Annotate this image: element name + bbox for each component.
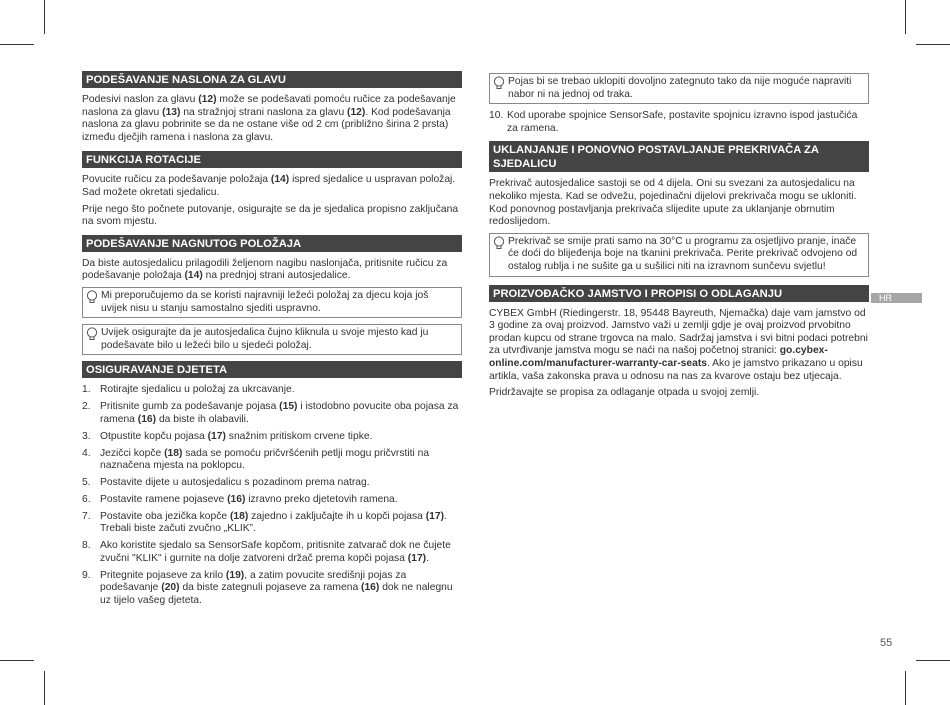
crop-mark	[905, 671, 906, 705]
warranty-link[interactable]: go.cybex-online.com/manufacturer-warranty-car-seats	[489, 345, 828, 369]
list-item: 3. Otpustite kopču pojasa (17) snažnim pritiskom crvene tipke.	[82, 430, 373, 442]
section-heading-recline: PODEŠAVANJE NAGNUTOG POLOŽAJA	[82, 235, 462, 252]
section-heading-rotation: FUNKCIJA ROTACIJE	[82, 151, 462, 168]
list-item: 9. Pritegnite pojaseve za krilo (19), a zatim povucite središnji pojas za podešavanje (20) da biste zategnuli pojaseve za ramena (16) dok ne nalegnu uz tijelo vašeg djeteta.	[82, 569, 453, 606]
list-item: 6. Postavite ramene pojaseve (16) izravno preko djetetovih ramena.	[82, 493, 398, 505]
list-item: 4. Jezičci kopče (18) sada se pomoću pričvršćenih petlji mogu pričvrstiti na naznačena mjesta na poklopcu.	[82, 447, 430, 472]
crop-mark	[916, 660, 950, 661]
lightbulb-icon	[86, 327, 98, 342]
securing-steps	[82, 384, 462, 607]
crop-mark	[0, 660, 34, 661]
rotation-paragraph-2: Prije nego što počnete putovanje, osigurajte se da je sjedalica propisno zaključana na svom mjestu.	[82, 203, 459, 228]
lightbulb-icon	[86, 290, 98, 305]
crop-mark	[0, 44, 34, 45]
section-heading-securing: OSIGURAVANJE DJETETA	[82, 361, 462, 378]
list-item: 10. Kod uporabe spojnice SensorSafe, postavite spojnicu izravno ispod jastučića za ramena.	[489, 110, 858, 134]
section-heading-headrest: PODEŠAVANJE NASLONA ZA GLAVU	[82, 71, 462, 88]
crop-mark	[44, 671, 45, 705]
harness-note: Pojas bi se trebao uklopiti dovoljno zategnuto tako da nije moguće napraviti nabor ni na jednoj od traka.	[489, 73, 869, 104]
recline-note-2: Uvijek osigurajte da je autosjedalica čujno kliknula u svoje mjesto kad ju podešavate bilo u ležeći bilo u sjedeći položaj.	[82, 324, 462, 355]
list-item: 7. Postavite oba jezička kopče (18) zajedno i zaključajte ih u kopči pojasa (17). Trebali biste začuti zvučno „KLIK”.	[82, 510, 447, 535]
lightbulb-icon	[493, 76, 505, 91]
page-number: 55	[880, 637, 893, 649]
crop-mark	[44, 0, 45, 34]
crop-mark	[916, 44, 950, 45]
section-heading-cover: UKLANJANJE I PONOVNO POSTAVLJANJE PREKRIVAČA ZA SJEDALICU	[489, 141, 869, 172]
list-item: 8. Ako koristite sjedalo sa SensorSafe kopčom, pritisnite zatvarač dok ne čujete zvučni "KLIK" i gurnite na dolje zatvoreni držač prema kopči pojasa (17).	[82, 540, 451, 564]
crop-mark	[905, 0, 906, 34]
right-column	[489, 71, 869, 404]
disposal-paragraph: Pridržavajte se propisa za odlaganje otpada u svojoj zemlji.	[489, 387, 760, 399]
section-heading-warranty: PROIZVOĐAČKO JAMSTVO I PROPISI O ODLAGANJU	[489, 285, 869, 302]
recline-paragraph: Da biste autosjedalicu prilagodili željenom nagibu naslonjača, pritisnite ručicu za podešavanje položaja (14) na prednjoj strani autosjedalice.	[82, 257, 448, 282]
list-item: 1. Rotirajte sjedalicu u položaj za ukrcavanje.	[82, 384, 295, 396]
language-tab: HR	[871, 293, 922, 303]
recline-note-1: Mi preporučujemo da se koristi najravniji ležeći položaj za djecu koja još uvijek nisu u stanju samostalno sjediti uspravno.	[82, 287, 462, 318]
cover-wash-note: Prekrivač se smije prati samo na 30°C u programu za osjetljivo pranje, inače će doći do blijeđenja boje na tkanini prekrivača. Perite prekrivač odvojeno od ostalog rublja i ne sušite ga u sušilici niti na izravnom sunčevu svjetlu!	[489, 233, 869, 277]
warranty-paragraph: CYBEX GmbH (Riedingerstr. 18, 95448 Bayreuth, Njemačka) daje vam jamstvo od 3 godine za ovaj proizvod. Jamstvo važi u zemlji gdje je ovaj proizvod prvobitno prodan kupcu od strane trgovca na malo. Sadržaj jamstva i svi bitni podaci potrebni za utvrđivanje jamstva mogu se naći na našoj početnoj stranici: go.cybex-online.com/manufacturer-warranty-car-seats. Ako je jamstvo prikazano u opisu artikla, vaša zakonska prava u odnosu na nas za kvarove ostaju bez utjecaja.	[489, 307, 868, 382]
cover-paragraph: Prekrivač autosjedalice sastoji se od 4 dijela. Oni su svezani za autosjedalicu na nekoliko mjesta. Kad se odvežu, pojedinačni dijelovi prekrivača mogu se ukloniti. Kod ponovnog postavljanja prekrivača slijedite upute za uklanjanje obrnutim redoslijedom.	[489, 178, 857, 228]
headrest-paragraph: Podesivi naslon za glavu (12) može se podešavati pomoću ručice za podešavanje naslona za glavu (13) na stražnjoj strani naslona za glavu (12). Kod podešavanja naslona za glavu pobrinite se da ne ostane više od 2 cm (približno širina 2 prsta) između dječjih ramena i naslona za glavu.	[82, 94, 456, 143]
left-column	[82, 71, 462, 612]
list-item: 5. Postavite dijete u autosjedalicu s pozadinom prema natrag.	[82, 477, 370, 489]
rotation-paragraph-1: Povucite ručicu za podešavanje položaja (14) ispred sjedalice u uspravan položaj. Sad možete okretati sjedalicu.	[82, 174, 456, 198]
lightbulb-icon	[493, 236, 505, 251]
list-item: 2. Pritisnite gumb za podešavanje pojasa (15) i istodobno povucite oba pojasa za ramena (16) da biste ih olabavili.	[82, 401, 459, 425]
